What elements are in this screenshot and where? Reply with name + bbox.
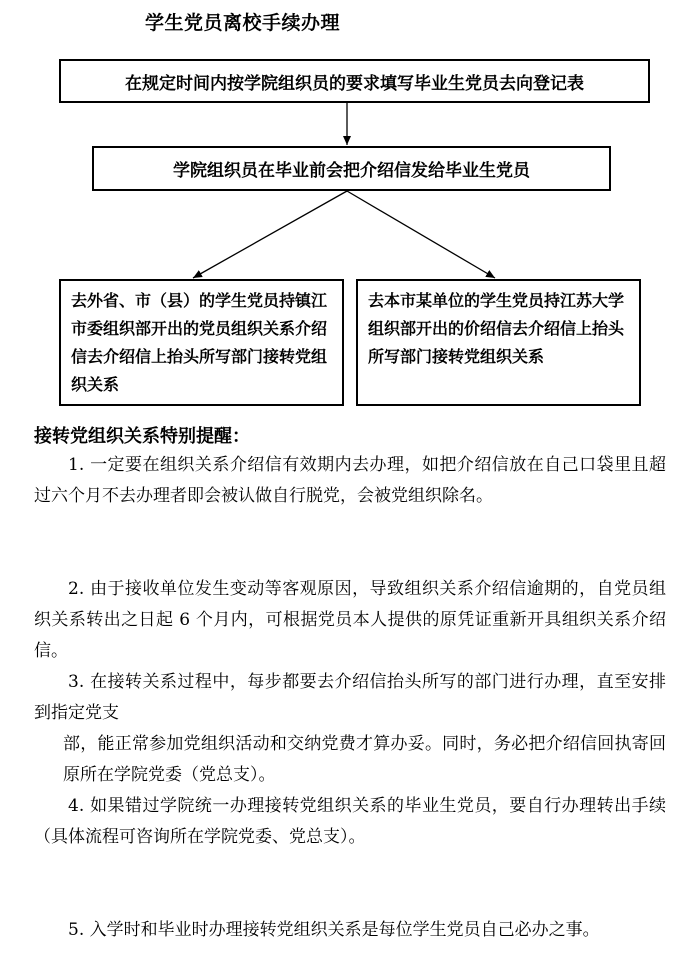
arrow-step2-to-left-branch [193,191,347,278]
flow-step-register-destination [59,59,650,103]
flow-step-receive-letter [92,146,611,191]
note-item-1: 1. 一定要在组织关系介绍信有效期内去办理，如把介绍信放在自己口袋里且超过六个月不去办理者即会被认做自行脱党，会被党组织除名。 [34,455,666,506]
flow-branch-local-unit [356,279,641,406]
note-item-3: 3. 在接转关系过程中，每步都要去介绍信抬头所写的部门进行办理，直至安排到指定党支 [34,672,666,723]
flow-branch-out-of-province [59,279,344,406]
flow-branch-out-of-province-text: 去外省、市（县）的学生党员持镇江市委组织部开出的党员组织关系介绍信去介绍信上抬头所写部门接转党组织关系 [71,291,328,394]
notes-heading: 接转党组织关系特别提醒： [34,426,250,447]
note-item-4: 4. 如果错过学院统一办理接转党组织关系的毕业生党员，要自行办理转出手续（具体流程可咨询所在学院党委、党总支）。 [34,796,666,847]
arrow-step2-to-right-branch [347,191,495,278]
note-item-2: 2. 由于接收单位发生变动等客观原因，导致组织关系介绍信逾期的，自党员组织关系转出之日起 6 个月内，可根据党员本人提供的原凭证重新开具组织关系介绍信。 [34,579,666,661]
note-item-5: 5. 入学时和毕业时办理接转党组织关系是每位学生党员自己必办之事。 [68,920,600,940]
page-title: 学生党员离校手续办理 [145,12,341,34]
note-item-3-continued: 部，能正常参加党组织活动和交纳党费才算办妥。同时，务必把介绍信回执寄回原所在学院党委（党总支）。 [63,734,666,785]
flow-step-receive-letter-text: 学院组织员在毕业前会把介绍信发给毕业生党员 [173,161,530,181]
flow-step-register-destination-text: 在规定时间内按学院组织员的要求填写毕业生党员去向登记表 [125,73,584,94]
flow-branch-local-unit-text: 去本市某单位的学生党员持江苏大学组织部开出的价绍信去介绍信上抬头所写部门接转党组织关系 [368,291,625,366]
